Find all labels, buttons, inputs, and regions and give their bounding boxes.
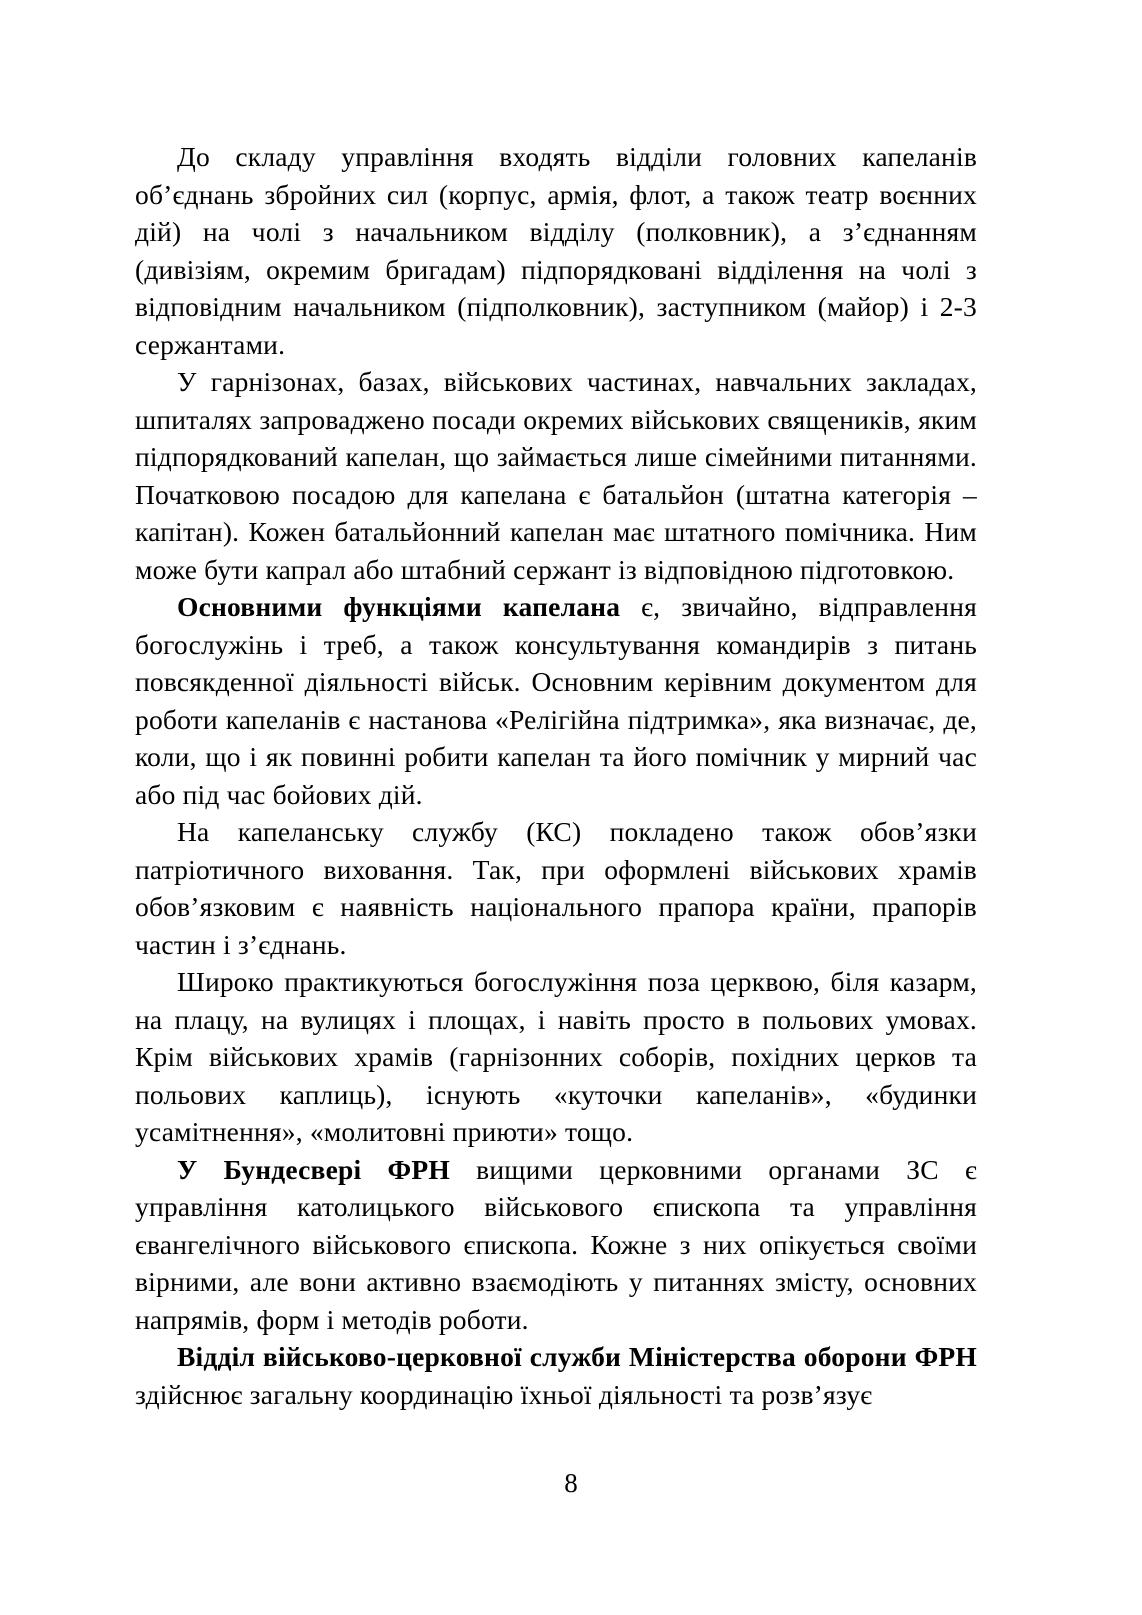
paragraph-7 <box>135 1338 977 1413</box>
text-run: До складу управління входять відділи головних капеланів об’єднань збройних сил (корпус, армія, флот, а також театр воєнних дій) на чолі з начальником відділу (полковник), а з’єднанням (дивізіям, окремим бригадам) підпорядковані відділення на чолі з відповідним начальником (підполковник), заступником (майор) і 2-3 сержантами. <box>135 141 977 360</box>
document-text-block <box>135 138 977 1413</box>
text-run: здійснює загальну координацію їхньої діяльності та розв’язує <box>135 1378 873 1410</box>
page-number: 8 <box>564 1468 578 1498</box>
text-run: У гарнізонах, базах, військових частинах, навчальних закладах, шпиталях запроваджено посади окремих військових священиків, яким підпорядкований капелан, що займається лише сімейними питаннями. Початковою посадою для капелана є батальйон (штатна категорія – капітан). Кожен батальйонний капелан має штатного помічника. Ним може бути капрал або штабний сержант із відповідною підготовкою. <box>135 366 977 585</box>
bold-text-run: Основними функціями капелана <box>177 591 621 622</box>
paragraph-3 <box>135 588 977 813</box>
paragraph-6 <box>135 1151 977 1339</box>
bold-text-run: У Бундесвері ФРН <box>177 1153 450 1185</box>
paragraph-5 <box>135 963 977 1151</box>
text-run: вищими церковними органами ЗС є управління католицького військового єпископа та управління євангелічного військового єпископа. Кожне з них опікується своїми вірними, але вони активно взаємодіють у питаннях змісту, основних напрямів, форм і методів роботи. <box>135 1153 977 1335</box>
paragraph-2 <box>135 363 977 588</box>
text-run: На капеланську службу (КС) покладено також обов’язки патріотичного виховання. Так, при оформлені військових храмів обов’язковим є наявність національного прапора країни, прапорів частин і з’єднань. <box>135 816 977 960</box>
paragraph-4 <box>135 813 977 963</box>
text-run: Широко практикуються богослужіння поза церквою, біля казарм, на плацу, на вулицях і площах, і навіть просто в польових умовах. Крім військових храмів (гарнізонних соборів, похідних церков та польових каплиць), існують «куточки капеланів», «будинки усамітнення», «молитовні приюти» тощо. <box>135 966 977 1147</box>
paragraph-1 <box>135 138 977 363</box>
bold-text-run: Відділ військово-церковної служби Міністерства оборони ФРН <box>177 1341 977 1372</box>
text-run: є, звичайно, відправлення богослужінь і треб, а також консультування командирів з питань повсякденної діяльності військ. Основним керівним документом для роботи капеланів є настанова «Релігійна підтримка», яка визначає, де, коли, що і як повинні робити капелан та його помічник у мирний час або під час бойових дій. <box>135 591 977 810</box>
